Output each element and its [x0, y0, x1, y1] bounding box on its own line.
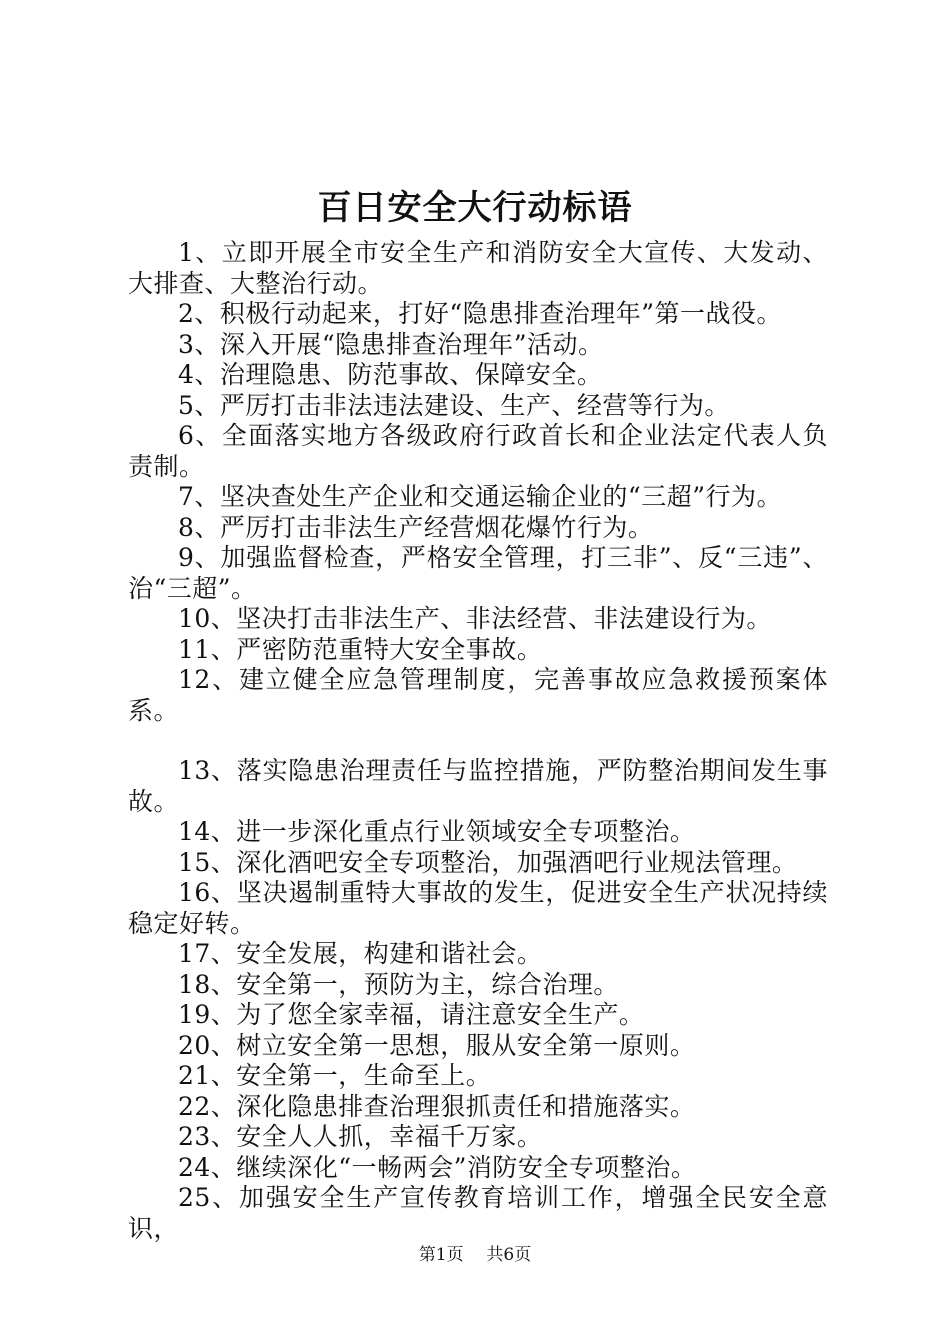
- slogan-paragraph: 11、严密防范重特大安全事故。: [178, 634, 543, 664]
- document-body: [128, 238, 828, 1244]
- slogan-paragraph: 14、进一步深化重点行业领域安全专项整治。: [178, 817, 696, 846]
- slogan-paragraph: 10、坚决打击非法生产、非法经营、非法建设行为。: [178, 604, 772, 633]
- slogan-paragraph: 3、深入开展“隐患排查治理年”活动。: [178, 329, 604, 359]
- total-pages: 共6页: [486, 1245, 532, 1265]
- page-footer: [0, 1244, 950, 1266]
- slogan-paragraph: 6、全面落实地方各级政府行政首长和企业法定代表人负责制。: [128, 421, 828, 481]
- slogan-paragraph: 25、加强安全生产宣传教育培训工作，增强全民安全意识，: [128, 1183, 828, 1243]
- slogan-paragraph: 4、治理隐患、防范事故、保障安全。: [178, 360, 603, 389]
- slogan-paragraph: 9、加强监督检查，严格安全管理，打三非”、反“三违”、治“三超”。: [128, 543, 828, 603]
- document-title: 百日安全大行动标语: [317, 188, 633, 228]
- slogan-paragraph: 20、树立安全第一思想，服从安全第一原则。: [178, 1030, 696, 1060]
- slogan-paragraph: 16、坚决遏制重特大事故的发生，促进安全生产状况持续稳定好转。: [128, 878, 828, 938]
- slogan-paragraph: 7、坚决查处生产企业和交通运输企业的“三超”行为。: [178, 482, 782, 511]
- slogan-paragraph: 8、严厉打击非法生产经营烟花爆竹行为。: [178, 512, 654, 542]
- slogan-paragraph: 22、深化隐患排查治理狠抓责任和措施落实。: [178, 1091, 696, 1121]
- slogan-paragraph: 13、落实隐患治理责任与监控措施，严防整治期间发生事故。: [128, 756, 828, 816]
- slogan-paragraph: 1、立即开展全市安全生产和消防安全大宣传、大发动、大排查、大整治行动。: [128, 238, 828, 298]
- slogan-paragraph: 17、安全发展，构建和谐社会。: [178, 939, 543, 968]
- slogan-paragraph: 19、为了您全家幸福，请注意安全生产。: [178, 1000, 645, 1029]
- slogan-paragraph: 15、深化酒吧安全专项整治，加强酒吧行业规法管理。: [178, 847, 798, 877]
- slogan-paragraph: 2、积极行动起来，打好“隐患排查治理年”第一战役。: [178, 299, 782, 328]
- slogan-paragraph: 21、安全第一，生命至上。: [178, 1061, 492, 1090]
- slogan-paragraph: 12、建立健全应急管理制度，完善事故应急救援预案体系。: [128, 665, 828, 725]
- page-number: 第1页: [418, 1245, 464, 1265]
- slogan-paragraph: 5、严厉打击非法违法建设、生产、经营等行为。: [178, 390, 730, 420]
- slogan-paragraph: 23、安全人人抓，幸福千万家。: [178, 1122, 543, 1151]
- slogan-paragraph: 18、安全第一，预防为主，综合治理。: [178, 969, 619, 999]
- slogan-paragraph: 24、继续深化“一畅两会”消防安全专项整治。: [178, 1152, 697, 1182]
